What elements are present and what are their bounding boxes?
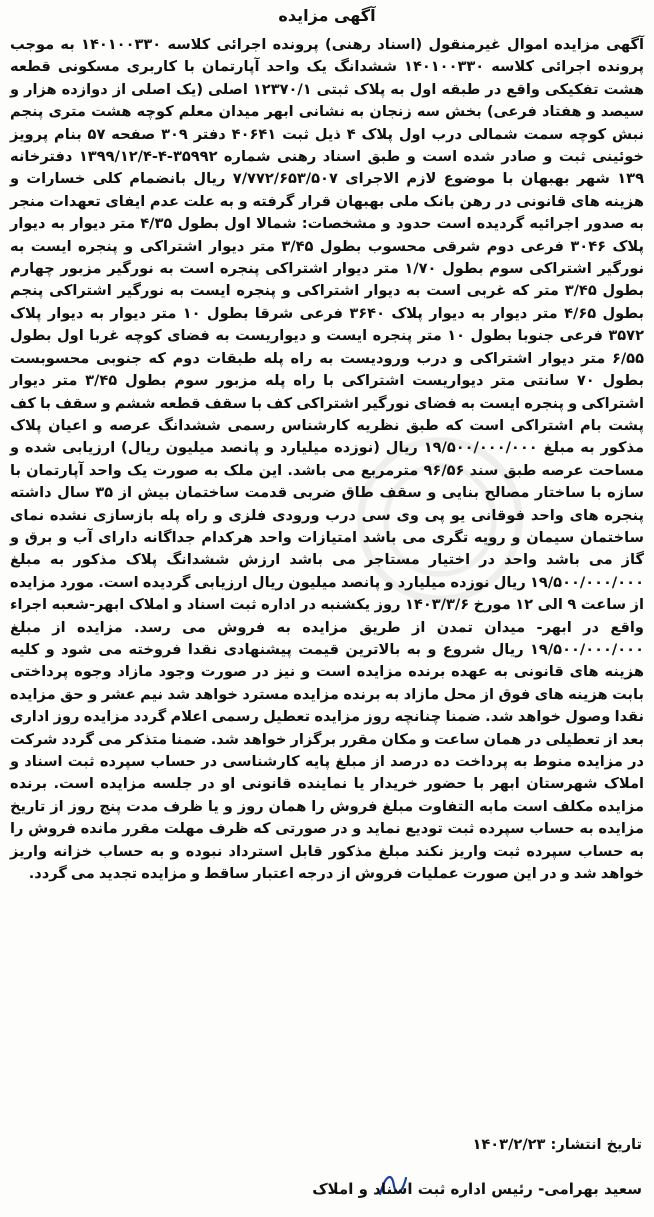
publish-date: تاریخ انتشار: ۱۴۰۳/۲/۲۳ — [472, 1136, 642, 1153]
signature-line: سعید بهرامی- رئیس اداره ثبت اسناد و املاک — [312, 1180, 642, 1198]
notice-body-paragraph: آگهی مزایده اموال غیرمنقول (اسناد رهنی) پرونده اجرائی کلاسه ۱۴۰۱۰۰۳۳۰ به موجب پرونده اجرائی کلاسه ۱۴۰۱۰۰۳۳۰ ششدانگ یک واحد آپارتمان با کاربری مسکونی قطعه هشت تفکیکی واقع در طبقه اول به پلاک ثبتی ۱۲۳۷۰/۱ اصلی (یک اصلی از دوازده هزار و سیصد و هفتاد فرعی) بخش سه زنجان به نشانی ابهر میدان معلم کوچه هشت متری پنجم نبش کوچه سمت شمالی درب اول پلاک ۴ ذیل ثبت ۴۰۶۴۱ دفتر ۳۰۹ صفحه ۵۷ بنام پرویز خوئینی ثبت و صادر شده است و طبق اسناد رهنی شماره ۳۵۹۹۲-۴-۱۳۹۹/۱۲/۴ دفترخانه ۱۳۹ شهر بهبهان با موضوع لازم الاجرای ۷/۷۷۲/۶۵۳/۵۰۷ ریال بانضمام کلی خسارات و هزینه های قانونی در رهن بانک ملی بهبهان قرار گرفته و به علت عدم ایفای تعهدات منجر به صدور اجرائیه گردیده است حدود و مشخصات: شمالا اول بطول ۴/۳۵ متر دیوار به دیوار پلاک ۳۰۴۶ فرعی دوم شرقی محسوب بطول ۳/۴۵ متر دیوار اشتراکی و پنجره ایست به نورگیر اشتراکی سوم بطول ۱/۷۰ متر دیوار اشتراکی پنجره است به نورگیر مزبور چهارم بطول ۳/۴۵ متر که غربی است به دیوار اشتراکی و پنجره ایست به نورگیر اشتراکی پنجم بطول ۴/۶۵ متر دیوار به دیوار پلاک ۳۶۴۰ فرعی شرقا بطول ۱۰ متر دیوار به دیوار پلاک ۳۵۷۲ فرعی جنوبا بطول ۱۰ متر پنجره ایست و دیواریست به فضای کوچه غربا اول بطول ۶/۵۵ متر دیوار اشتراکی و درب ورودیست به راه پله طبقات دوم که جنوبی محسوبست بطول ۷۰ سانتی متر دیواریست اشتراکی با راه پله مزبور سوم بطول ۳/۴۵ متر دیوار اشتراکی و پنجره ایست به فضای نورگیر اشتراکی کف با سقف قطعه ششم و سقف با کف پشت بام اشتراکی است که طبق نظریه کارشناس رسمی ششدانگ عرصه و اعیان پلاک مذکور به مبلغ ۱۹/۵۰۰/۰۰۰/۰۰۰ ریال (نوزده میلیارد و پانصد میلیون ریال) ارزیابی شده و مساحت عرصه طبق سند ۹۶/۵۶ مترمربع می باشد. این ملک به صورت یک واحد آپارتمان با سازه با ساختار مصالح بنایی و سقف طاق ضربی قدمت ساختمان بیش از ۳۵ سال داشته پنجره های واحد فوقانی یو پی وی سی درب ورودی فلزی و راه پله بازسازی نشده نمای ساختمان سیمان و رویه تگری می باشد امتیازات واحد هرکدام جداگانه دارای آب و برق و گاز می باشد واحد در اختیار مستاجر می باشد ارزش ششدانگ پلاک مذکور به مبلغ ۱۹/۵۰۰/۰۰۰/۰۰۰ ریال نوزده میلیارد و پانصد میلیون ریال ارزیابی گردیده است. مورد مزایده از ساعت ۹ الی ۱۲ مورخ ۱۴۰۳/۳/۶ روز یکشنبه در اداره ثبت اسناد و املاک ابهر-شعبه اجراء واقع در ابهر- میدان تمدن از طریق مزایده به فروش می رسد. مزایده از مبلغ ۱۹/۵۰۰/۰۰۰/۰۰۰ ریال شروع و به بالاترین قیمت پیشنهادی نقدا فروخته می شود و کلیه هزینه های قانونی به عهده برنده مزایده است و نیز در صورت وجود مازاد وجوه پرداختی بابت هزینه های فوق از محل مازاد به برنده مزایده مسترد خواهد شد نیم عشر و حق مزایده نقدا وصول خواهد شد. ضمنا چنانچه روز مزایده تعطیل رسمی اعلام گردد مزایده روز اداری بعد از تعطیلی در همان ساعت و مکان مقرر برگزار خواهد شد. ضمنا متذکر می گردد شرکت در مزایده منوط به پرداخت ده درصد از مبلغ پایه کارشناسی در حساب سپرده ثبت اسناد و املاک شهرستان ابهر با حضور خریدار یا نماینده قانونی او در جلسه مزایده است. برنده مزایده مکلف است مابه التفاوت مبلغ فروش را همان روز و یا ظرف مدت پنج روز از تاریخ مزایده به حساب سپرده ثبت تودیع نماید و در صورتی که ظرف مهلت مقرر مانده فروش را به حساب سپرده ثبت واریز نکند مبلغ مذکور قابل استرداد نبوده و به حساب خزانه واریز خواهد شد و در این صورت عملیات فروش از درجه اعتبار ساقط و مزایده تجدید می گردد. — [10, 36, 645, 883]
notice-body — [10, 34, 644, 885]
notice-title: آگهی مزایده — [278, 6, 376, 25]
